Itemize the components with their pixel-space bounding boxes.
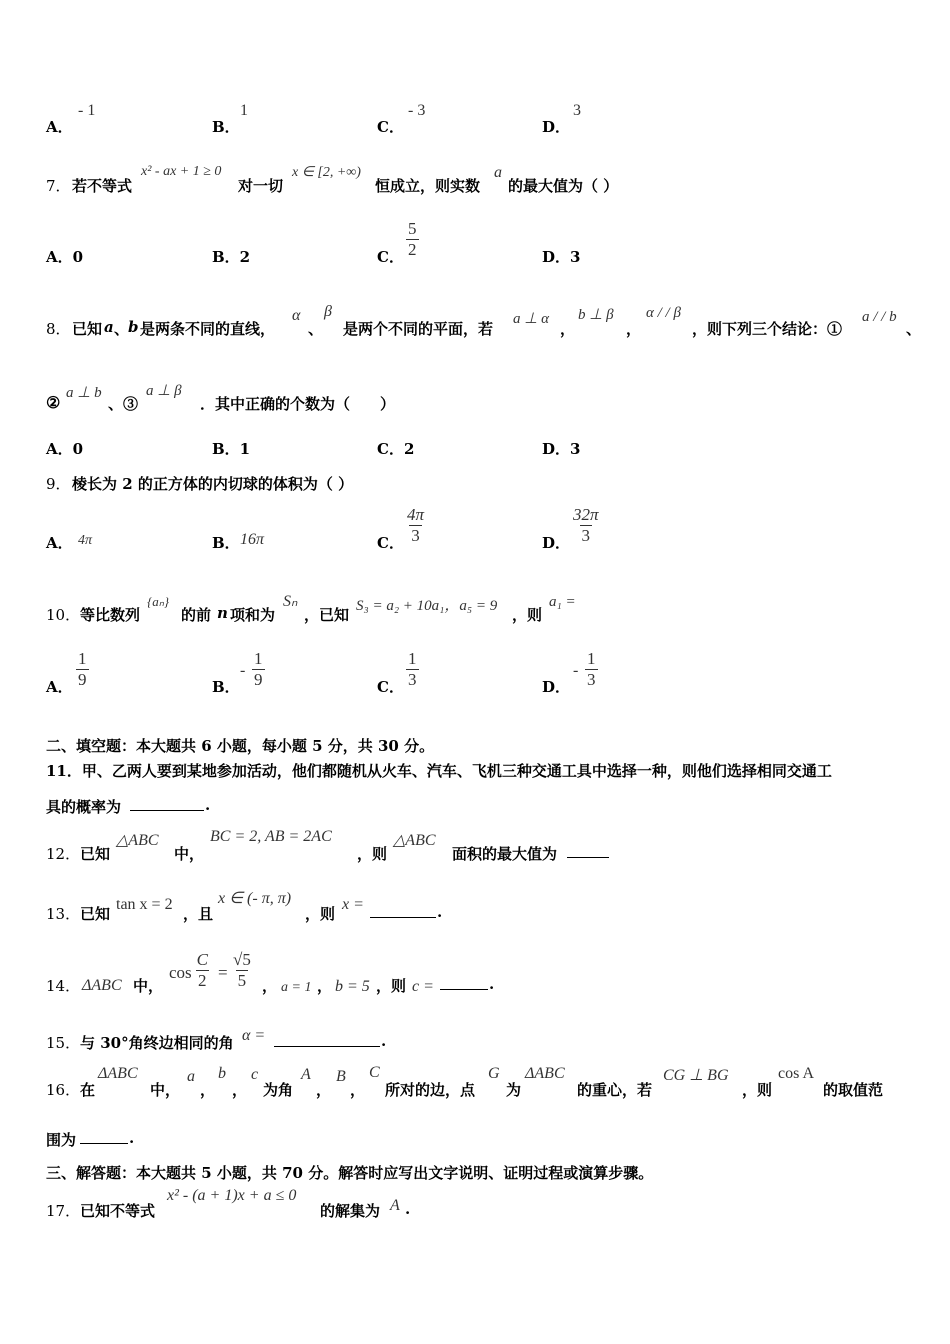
q10-option-d-fraction — [585, 649, 598, 690]
q10-option-c-denominator: 3 — [408, 670, 417, 689]
q6-option-b-value: 1 — [240, 102, 248, 119]
q7-option-c-label: C． — [377, 248, 404, 266]
q9-option-b-value: 16π — [240, 531, 265, 548]
q14-math-equals: = — [218, 963, 228, 982]
q7-option-a: A．0 — [46, 248, 84, 266]
q10-math-sn: Sₙ — [283, 593, 298, 610]
q10-option-b-numerator: 1 — [254, 649, 263, 668]
q13-text-3: ，则 — [305, 905, 336, 923]
q16-end: . — [129, 1129, 135, 1147]
q12-text-4: 面积的最大值为 — [452, 845, 558, 863]
q6-option-c-value: - 3 — [408, 102, 426, 119]
q10-text-4: ，已知 — [304, 606, 350, 624]
q16-comma-4: ， — [350, 1081, 366, 1099]
q6-option-a-label: A． — [46, 118, 73, 136]
q6-option-b-label: B． — [212, 118, 240, 136]
q12-text-3: ，则 — [357, 845, 388, 863]
q8-math-alpha-parallel-beta: α / / β — [646, 305, 681, 321]
q12-number: 12． — [46, 845, 81, 863]
q7-option-c-numerator: 5 — [408, 219, 417, 238]
q16-point-g: G — [488, 1065, 500, 1082]
q16-math-triangle: ΔABC — [98, 1065, 138, 1082]
q10-text-3: 项和为 — [230, 606, 276, 624]
section-3-heading: 三、解答题：本大题共 5 小题，共 70 分。解答时应写出文字说明、证明过程或演算步骤。 — [46, 1164, 654, 1182]
q14-end: . — [489, 975, 495, 993]
q10-option-d-denominator: 3 — [587, 670, 596, 689]
q16-text-3: 为角 — [263, 1081, 294, 1099]
q16-text-6: 的重心，若 — [577, 1081, 653, 1099]
q7-option-c-fraction — [406, 219, 419, 260]
q17-math-inequality: x² - (a + 1)x + a ≤ 0 — [167, 1187, 297, 1204]
q8-option-b: B．1 — [212, 440, 251, 458]
q7-option-d: D．3 — [542, 248, 581, 266]
q8-text-4: ，则下列三个结论：① — [692, 320, 843, 338]
q8-math-a-perp-beta: a ⊥ β — [146, 383, 182, 399]
q7-text-4: 的最大值为（ ） — [508, 177, 619, 195]
q9-text: 棱长为 2 的正方体的内切球的体积为（ ） — [72, 475, 354, 493]
q14-comma-1: ， — [262, 977, 278, 995]
q13-math-x: x = — [342, 896, 364, 913]
q7-option-c-denominator: 2 — [408, 240, 417, 259]
q10-option-d-label: D． — [542, 678, 571, 696]
q16-comma-3: ， — [316, 1081, 332, 1099]
q10-option-b-label: B． — [212, 678, 240, 696]
q7-number: 7． — [46, 177, 71, 195]
q16-text-8: 的取值范 — [823, 1081, 884, 1099]
q8-math-a-perp-alpha: a ⊥ α — [513, 311, 549, 327]
q10-option-d-sign: - — [573, 662, 579, 679]
q10-option-b-sign: - — [240, 662, 246, 679]
q10-math-condition: S₃ = a₂ + 10a₁，a₅ = 9 — [356, 598, 498, 614]
q8-option-d: D．3 — [542, 440, 581, 458]
q16-text-2: 中， — [150, 1081, 181, 1099]
q10-text-1: 等比数列 — [80, 606, 141, 624]
q12-math-condition: BC = 2, AB = 2AC — [210, 828, 332, 845]
q17-math-set-a: A — [390, 1197, 400, 1214]
q14-answer-blank[interactable] — [440, 975, 488, 994]
q7-text-3: 恒成立，则实数 — [375, 177, 481, 195]
q12-answer-blank[interactable] — [567, 843, 609, 862]
q14-comma-2: ， — [317, 977, 333, 995]
q11-end: . — [205, 796, 211, 814]
q7-math-a: a — [494, 164, 502, 181]
q8-number: 8． — [46, 320, 71, 338]
q14-fraction-1-numerator: C — [196, 950, 208, 969]
q16-number: 16． — [46, 1081, 81, 1099]
q14-math-b: b = 5 — [335, 978, 370, 995]
q16-side-a: a — [187, 1068, 195, 1085]
q8-math-alpha: α — [292, 307, 301, 324]
q8-separator-2: 、 — [308, 320, 324, 338]
q16-answer-blank[interactable] — [80, 1129, 128, 1148]
q10-option-c-label: C． — [377, 678, 404, 696]
q16-math-perpendicular: CG ⊥ BG — [663, 1067, 729, 1084]
q6-option-a-value: - 1 — [78, 102, 96, 119]
q13-math-tan: tan x = 2 — [116, 896, 173, 913]
q11-answer-blank[interactable] — [130, 796, 204, 815]
q13-text-2: ，且 — [183, 905, 214, 923]
q13-text-1: 已知 — [80, 905, 111, 923]
q9-option-c-denominator: 3 — [411, 526, 420, 545]
q8-option-a: A．0 — [46, 440, 84, 458]
q10-option-a-label: A． — [46, 678, 73, 696]
q8-text-2: 是两条不同的直线， — [140, 320, 276, 338]
q15-text-1: 与 30°角终边相同的角 — [80, 1034, 234, 1052]
q15-number: 15． — [46, 1034, 81, 1052]
q14-text-2: ，则 — [376, 977, 407, 995]
q10-math-sequence: {aₙ} — [147, 594, 170, 609]
q14-text-1: 中， — [133, 977, 164, 995]
q17-text-2: 的解集为 — [320, 1202, 381, 1220]
q8-text-3: 是两个不同的平面，若 — [343, 320, 494, 338]
q8-separator: 、 — [114, 320, 130, 338]
q10-number: 10． — [46, 606, 81, 624]
q16-text-4: 所对的边，点 — [385, 1081, 476, 1099]
q9-option-d-numerator: 32π — [573, 505, 599, 524]
q9-option-d-label: D． — [542, 534, 571, 552]
q9-option-a-value: 4π — [78, 533, 93, 548]
q12-text-2: 中， — [174, 845, 205, 863]
q9-option-c-numerator: 4π — [407, 505, 425, 524]
q9-option-c-label: C． — [377, 534, 404, 552]
q14-math-a: a = 1 — [281, 980, 312, 995]
q16-text-5: 为 — [506, 1081, 522, 1099]
q8-comma-2: ， — [626, 320, 642, 338]
q17-number: 17． — [46, 1202, 81, 1220]
q8-line-a: a — [104, 318, 114, 336]
q12-math-triangle: △ABC — [116, 832, 159, 849]
q14-fraction-1-denominator: 2 — [198, 971, 207, 990]
q12-text-1: 已知 — [80, 845, 111, 863]
q14-fraction-2-denominator: 5 — [237, 971, 247, 990]
q8-line-b: b — [128, 318, 139, 336]
q16-comma-1: ， — [200, 1081, 216, 1099]
q9-option-c-fraction — [407, 505, 424, 546]
q16-side-b: b — [218, 1065, 226, 1082]
section-2-heading: 二、填空题：本大题共 6 小题，每小题 5 分，共 30 分。 — [46, 737, 435, 755]
q13-math-range: x ∈ (- π, π) — [218, 890, 292, 907]
q14-math-cos: cos — [169, 963, 192, 982]
q12-math-triangle-2: △ABC — [393, 832, 436, 849]
q13-answer-blank[interactable] — [370, 903, 436, 922]
q6-option-d-value: 3 — [573, 102, 581, 119]
q17-text-1: 已知不等式 — [80, 1202, 156, 1220]
q7-math-domain: x ∈ [2, +∞) — [292, 165, 361, 180]
q10-option-a-denominator: 9 — [78, 670, 87, 689]
q8-text-1: 已知 — [72, 320, 103, 338]
q16-line-2: 围为 — [46, 1131, 77, 1149]
q10-option-a-fraction — [76, 649, 89, 690]
q7-text-2: 对一切 — [238, 177, 284, 195]
q9-option-a-label: A． — [46, 534, 73, 552]
q16-text-1: 在 — [80, 1081, 96, 1099]
q15-end: . — [381, 1032, 387, 1050]
q11-line-2: 具的概率为 — [46, 798, 122, 816]
q6-option-c-label: C． — [377, 118, 404, 136]
q14-number: 14． — [46, 977, 81, 995]
q7-text-1: 若不等式 — [72, 177, 133, 195]
q9-option-d-denominator: 3 — [581, 526, 591, 545]
q14-fraction-2-numerator: √5 — [233, 950, 251, 969]
q10-option-b-fraction — [252, 649, 265, 690]
q13-end: . — [437, 903, 443, 921]
q6-option-d-label: D． — [542, 118, 571, 136]
q8-option-c: C．2 — [377, 440, 415, 458]
q9-option-b-label: B． — [212, 534, 240, 552]
q10-option-c-numerator: 1 — [408, 649, 417, 668]
q7-option-b: B．2 — [212, 248, 251, 266]
q8-math-a-parallel-b: a / / b — [862, 309, 897, 325]
q8-separator-3: 、 — [906, 320, 922, 338]
q8-text-5: 、③ — [108, 395, 139, 413]
q10-n: n — [217, 604, 228, 622]
q11-line-1: 11．甲、乙两人要到某地参加活动，他们都随机从火车、汽车、飞机三种交通工具中选择一种，则他们选择相同交通工 — [46, 762, 832, 780]
q9-option-d-fraction — [573, 505, 599, 546]
q10-option-c-fraction — [406, 649, 419, 690]
q16-angle-a: A — [301, 1066, 311, 1083]
q10-math-a1: a₁ = — [549, 594, 576, 610]
q16-math-cos-a: cos A — [778, 1065, 814, 1082]
q16-side-c: c — [251, 1066, 259, 1083]
q8-text-6: ．其中正确的个数为（ ） — [200, 395, 396, 413]
q16-angle-c: C — [369, 1064, 380, 1081]
q8-comma-1: ， — [560, 320, 576, 338]
q17-end: . — [405, 1200, 411, 1218]
q14-fraction-sqrt5-over-5 — [233, 950, 251, 991]
q7-math-inequality: x² - ax + 1 ≥ 0 — [141, 164, 222, 179]
q13-number: 13． — [46, 905, 81, 923]
q8-math-b-perp-beta: b ⊥ β — [578, 307, 614, 323]
q16-math-triangle-2: ΔABC — [525, 1065, 565, 1082]
q8-math-a-perp-b: a ⊥ b — [66, 385, 102, 401]
q10-text-2: 的前 — [181, 606, 212, 624]
q14-math-triangle: ΔABC — [82, 977, 122, 994]
q9-number: 9． — [46, 475, 71, 493]
q15-math-alpha: α = — [242, 1027, 266, 1044]
q10-option-b-denominator: 9 — [254, 670, 263, 689]
q14-fraction-c-over-2 — [196, 950, 209, 991]
q16-angle-b: B — [336, 1068, 346, 1085]
q10-option-a-numerator: 1 — [78, 649, 87, 668]
q8-conclusion-2-marker: ② — [46, 393, 61, 412]
q14-math-c: c = — [412, 978, 434, 995]
q10-option-d-numerator: 1 — [587, 649, 596, 668]
q16-text-7: ，则 — [742, 1081, 773, 1099]
q16-comma-2: ， — [232, 1081, 248, 1099]
q10-text-5: ，则 — [512, 606, 543, 624]
q15-answer-blank[interactable] — [274, 1032, 380, 1051]
q8-math-beta: β — [324, 303, 332, 320]
